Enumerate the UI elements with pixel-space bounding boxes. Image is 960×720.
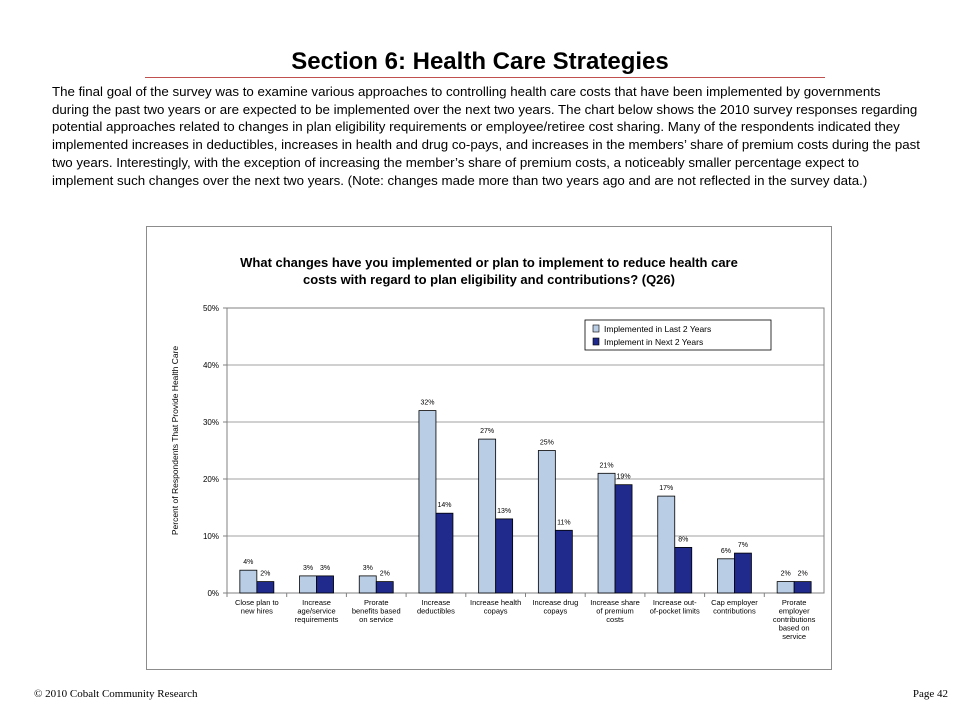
x-tick-label: costs bbox=[606, 615, 624, 624]
data-label: 32% bbox=[420, 399, 435, 407]
x-tick-label: Increase drug bbox=[532, 598, 579, 607]
legend-swatch bbox=[593, 338, 599, 345]
x-tick-label: benefits based bbox=[351, 606, 401, 616]
y-tick-label: 20% bbox=[202, 475, 219, 484]
intro-paragraph: The final goal of the survey was to examine various approaches to controlling health care costs that have been implemented by governments during the past two years or are expected to be implemented over the next two years. The chart below shows the 2010 survey responses regarding potential approaches related to changes in plan eligibility requirements or employee/retiree cost sharing. Many of the respondents indicated they implemented increases in deductibles, increases in health and drug co-pays, and increases in the members’ share of premium costs during the past two years. Interestingly, with the exception of increasing the member’s share of premium costs, a noticeably smaller percentage expect to implement such changes over the next two years. (Note: changes made more than two years ago and are not reflected in the survey data.) bbox=[52, 84, 920, 188]
legend-label: Implemented in Last 2 Years bbox=[604, 324, 712, 334]
data-label: 4% bbox=[243, 559, 254, 567]
bar bbox=[734, 553, 751, 593]
data-label: 2% bbox=[780, 570, 791, 578]
data-label: 27% bbox=[480, 428, 495, 436]
y-tick-label: 40% bbox=[202, 361, 219, 370]
legend-swatch bbox=[593, 325, 599, 332]
x-tick-label: based on bbox=[778, 623, 810, 633]
data-label: 7% bbox=[737, 542, 749, 550]
plot-area bbox=[227, 308, 824, 593]
bar bbox=[359, 576, 376, 593]
bar bbox=[300, 576, 317, 593]
data-label: 25% bbox=[539, 439, 554, 447]
x-tick-label: of premium bbox=[596, 606, 634, 616]
bar bbox=[257, 582, 274, 593]
x-tick-label: Increase bbox=[302, 598, 331, 607]
x-tick-label: deductibles bbox=[416, 606, 455, 616]
bar bbox=[479, 439, 496, 593]
data-label: 2% bbox=[260, 570, 271, 578]
x-tick-label: age/service bbox=[297, 606, 336, 616]
x-tick-label: on service bbox=[359, 615, 394, 624]
x-tick-label: Increase bbox=[421, 598, 451, 607]
data-label: 3% bbox=[362, 564, 373, 572]
footer-copyright: © 2010 Cobalt Community Research bbox=[34, 688, 198, 700]
x-tick-label: copays bbox=[543, 606, 568, 616]
x-tick-label: contributions bbox=[772, 615, 816, 624]
bar bbox=[240, 570, 257, 593]
data-label: 11% bbox=[557, 519, 571, 527]
x-tick-label: Increase out- bbox=[652, 598, 697, 607]
x-tick-label: Prorate bbox=[781, 598, 807, 607]
data-label: 8% bbox=[678, 536, 689, 544]
bar-chart bbox=[147, 227, 831, 669]
data-label: 17% bbox=[659, 485, 674, 493]
bar bbox=[777, 582, 794, 593]
x-tick-label: Cap employer bbox=[711, 598, 758, 607]
bar bbox=[717, 559, 734, 593]
data-label: 3% bbox=[302, 564, 314, 572]
x-tick-label: Prorate bbox=[363, 598, 389, 607]
bar bbox=[598, 473, 615, 593]
data-label: 2% bbox=[797, 570, 808, 578]
x-tick-label: employer bbox=[778, 606, 810, 616]
y-tick-label: 10% bbox=[202, 532, 219, 541]
page-title: Section 6: Health Care Strategies bbox=[291, 48, 669, 75]
bar bbox=[658, 496, 675, 593]
title-rule bbox=[145, 77, 825, 78]
y-tick-label: 50% bbox=[202, 304, 219, 313]
x-tick-label: of-pocket limits bbox=[649, 606, 700, 616]
bar bbox=[675, 547, 692, 593]
data-label: 3% bbox=[319, 564, 331, 572]
x-tick-label: Close plan to bbox=[234, 598, 279, 607]
data-label: 13% bbox=[497, 507, 512, 515]
y-axis-label: Percent of Respondents That Provide Health Care bbox=[170, 345, 180, 536]
bar bbox=[538, 451, 555, 594]
x-tick-label: Increase share bbox=[590, 598, 640, 607]
chart-title-line: costs with regard to plan eligibility and contributions? (Q26) bbox=[303, 272, 675, 287]
y-tick-label: 30% bbox=[202, 418, 219, 427]
bar bbox=[555, 530, 572, 593]
bar bbox=[794, 582, 811, 593]
data-label: 2% bbox=[379, 570, 390, 578]
bar bbox=[615, 485, 632, 593]
x-tick-label: copays bbox=[483, 606, 508, 616]
chart-title-line: What changes have you implemented or plan to implement to reduce health care bbox=[240, 255, 738, 270]
x-tick-label: requirements bbox=[294, 615, 339, 624]
legend-label: Implement in Next 2 Years bbox=[604, 337, 704, 347]
chart-frame bbox=[146, 226, 832, 670]
bar bbox=[436, 513, 453, 593]
data-label: 19% bbox=[616, 473, 631, 481]
bar bbox=[496, 519, 513, 593]
data-label: 21% bbox=[599, 462, 614, 470]
x-tick-label: service bbox=[782, 632, 807, 641]
y-tick-label: 0% bbox=[207, 589, 219, 598]
bar bbox=[376, 582, 393, 593]
x-tick-label: new hires bbox=[240, 606, 273, 616]
data-label: 6% bbox=[720, 547, 732, 555]
data-label: 14% bbox=[437, 502, 452, 510]
footer-page-number: Page 42 bbox=[912, 688, 948, 700]
x-tick-label: Increase health bbox=[470, 598, 522, 607]
bar bbox=[419, 411, 436, 593]
bar bbox=[317, 576, 334, 593]
x-tick-label: contributions bbox=[713, 606, 756, 616]
